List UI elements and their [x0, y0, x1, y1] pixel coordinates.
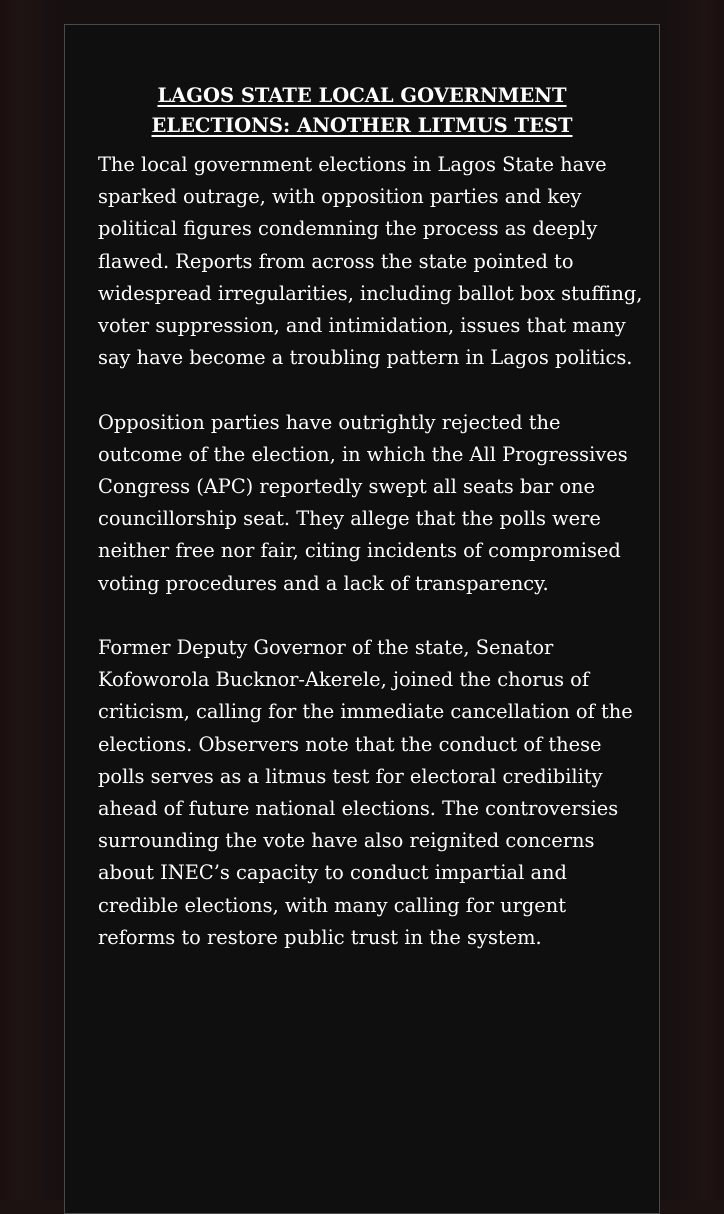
- article-card: [64, 24, 660, 1214]
- article-body: [98, 149, 643, 954]
- article-title: [65, 81, 659, 141]
- article-title-line-2: ELECTIONS: ANOTHER LITMUS TEST: [151, 114, 573, 137]
- article-paragraph-2: Opposition parties have outrightly rejected the outcome of the election, in which the All Progressives Congress (APC) reportedly swept all seats bar one councillorship seat. They allege that the polls were neither free nor fair, citing incidents of compromised voting procedures and a lack of transparency.: [98, 410, 628, 595]
- article-paragraph-1: The local government elections in Lagos State have sparked outrage, with opposition parties and key political figures condemning the process as deeply flawed. Reports from across the state pointed to widespread irregularities, including ballot box stuffing, voter suppression, and intimidation, issues that many say have become a troubling pattern in Lagos politics.: [98, 153, 643, 370]
- article-paragraph-3: Former Deputy Governor of the state, Senator Kofoworola Bucknor-Akerele, joined the chorus of criticism, calling for the immediate cancellation of the elections. Observers note that the conduct of these polls serves as a litmus test for electoral credibility ahead of future national elections. The controversies surrounding the vote have also reignited concerns about INEC’s capacity to conduct impartial and credible elections, with many calling for urgent reforms to restore public trust in the system.: [98, 636, 633, 949]
- article-title-line-1: LAGOS STATE LOCAL GOVERNMENT: [157, 84, 567, 107]
